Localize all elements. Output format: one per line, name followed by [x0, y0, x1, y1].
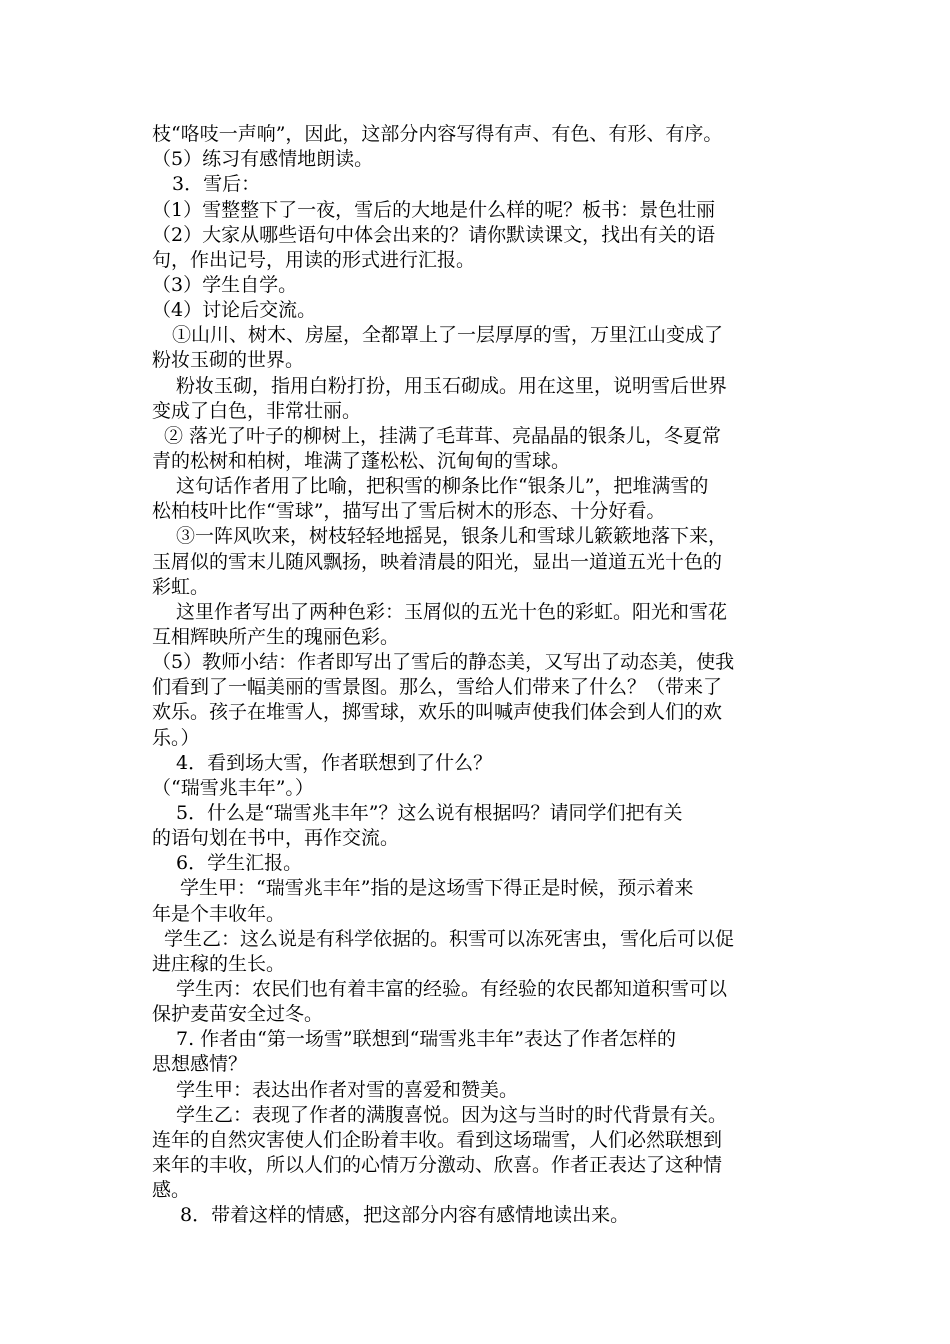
text-line: 乐。） — [152, 727, 200, 749]
text-line: 彩虹。 — [152, 576, 210, 598]
text-line: 学生甲：“瑞雪兆丰年”指的是这场雪下得正是时候，预示着来 — [180, 877, 694, 899]
text-line: 松柏枝叶比作“雪球”，描写出了雪后树木的形态、十分好看。 — [152, 500, 666, 522]
text-line: 学生乙：这么说是有科学依据的。积雪可以冻死害虫，雪化后可以促 — [164, 928, 735, 950]
text-line: 8．带着这样的情感，把这部分内容有感情地读出来。 — [180, 1204, 630, 1226]
text-line: 3．雪后： — [172, 173, 261, 195]
text-line: 学生丙：农民们也有着丰富的经验。有经验的农民都知道积雪可以 — [176, 978, 728, 1000]
text-line: （1）雪整整下了一夜，雪后的大地是什么样的呢？板书：景色壮丽 — [152, 199, 716, 221]
text-line: （5）练习有感情地朗读。 — [152, 148, 374, 170]
text-line: 感。 — [152, 1179, 191, 1201]
text-line: （5）教师小结：作者即写出了雪后的静态美，又写出了动态美，使我 — [152, 651, 735, 673]
text-line: 连年的自然灾害使人们企盼着丰收。看到这场瑞雪，人们必然联想到 — [152, 1129, 723, 1151]
text-line: 4．看到场大雪，作者联想到了什么？ — [176, 752, 493, 774]
text-line: 互相辉映所产生的瑰丽色彩。 — [152, 626, 400, 648]
text-line: 年是个丰收年。 — [152, 903, 286, 925]
text-line: 思想感情？ — [152, 1053, 248, 1075]
text-line: （3）学生自学。 — [152, 274, 298, 296]
text-line: （2）大家从哪些语句中体会出来的？请你默读课文，找出有关的语 — [152, 224, 716, 246]
text-line: 这句话作者用了比喻，把积雪的柳条比作“银条儿”，把堆满雪的 — [176, 475, 709, 497]
text-line: 学生甲：表达出作者对雪的喜爱和赞美。 — [176, 1079, 519, 1101]
text-line: 7. 作者由“第一场雪”联想到“瑞雪兆丰年”表达了作者怎样的 — [176, 1028, 677, 1050]
text-line: 枝“咯吱一声响”，因此，这部分内容写得有声、有色、有形、有序。 — [152, 123, 723, 145]
text-line: 粉妆玉砌，指用白粉打扮，用玉石砌成。用在这里，说明雪后世界 — [176, 375, 728, 397]
text-line: （4）讨论后交流。 — [152, 299, 317, 321]
text-line: 欢乐。孩子在堆雪人，掷雪球，欢乐的叫喊声使我们体会到人们的欢 — [152, 701, 723, 723]
text-line: 句，作出记号，用读的形式进行汇报。 — [152, 249, 476, 271]
text-line: 5．什么是“瑞雪兆丰年”？这么说有根据吗？请同学们把有关 — [176, 802, 683, 824]
text-line: 粉妆玉砌的世界。 — [152, 349, 305, 371]
text-line: （“瑞雪兆丰年”。） — [152, 777, 314, 799]
text-line: 6．学生汇报。 — [176, 852, 303, 874]
text-line: 进庄稼的生长。 — [152, 953, 286, 975]
text-line: ①山川、树木、房屋，全都罩上了一层厚厚的雪，万里江山变成了 — [172, 324, 724, 346]
text-line: 玉屑似的雪末儿随风飘扬，映着清晨的阳光，显出一道道五光十色的 — [152, 551, 723, 573]
text-line: ② 落光了叶子的柳树上，挂满了毛茸茸、亮晶晶的银条儿，冬夏常 — [164, 425, 722, 447]
text-line: ③一阵风吹来，树枝轻轻地摇晃，银条儿和雪球儿簌簌地落下来， — [176, 525, 728, 547]
text-line: 来年的丰收，所以人们的心情万分激动、欣喜。作者正表达了这种情 — [152, 1154, 723, 1176]
text-line: 们看到了一幅美丽的雪景图。那么，雪给人们带来了什么？（带来了 — [152, 676, 723, 698]
text-line: 这里作者写出了两种色彩：玉屑似的五光十色的彩虹。阳光和雪花 — [176, 601, 728, 623]
text-line: 保护麦苗安全过冬。 — [152, 1003, 324, 1025]
text-line: 的语句划在书中，再作交流。 — [152, 827, 400, 849]
text-line: 变成了白色，非常壮丽。 — [152, 400, 362, 422]
text-line: 学生乙：表现了作者的满腹喜悦。因为这与当时的时代背景有关。 — [176, 1104, 728, 1126]
text-line: 青的松树和柏树，堆满了蓬松松、沉甸甸的雪球。 — [152, 450, 571, 472]
